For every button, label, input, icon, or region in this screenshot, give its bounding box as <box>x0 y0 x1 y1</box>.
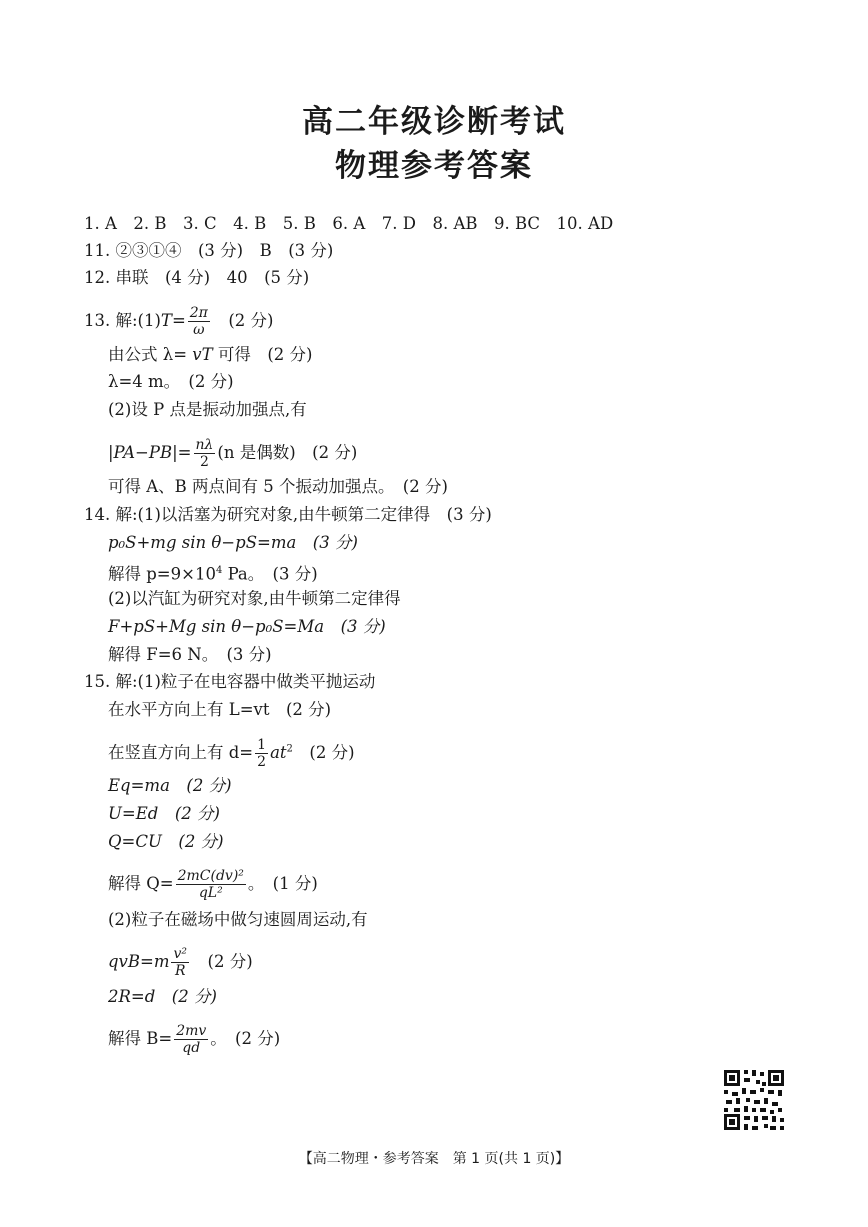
q15-fraction-field: $\frac{2mv}{qd}$ <box>176 1023 207 1056</box>
q14-line-1: 14. 解:(1)以活塞为研究对象,由牛顿第二定律得 (3 分) <box>84 505 492 524</box>
q15-line-1: 15. 解:(1)粒子在电容器中做类平抛运动 <box>84 672 376 691</box>
q13-line-1: 13. 解:(1)T= $\frac{2\pi}{\omega}$ (2 分) <box>84 305 274 338</box>
q14-line-2: p₀S+mg sin θ−pS=ma (3 分) <box>108 533 358 552</box>
q13-line-4: (2)设 P 点是振动加强点,有 <box>108 400 307 419</box>
q14-line-3: 解得 $p=9\times 10^4$ Pa。 (3 分) <box>108 564 318 584</box>
q15-line-2: 在水平方向上有 L=vt (2 分) <box>108 700 332 719</box>
answer-line-12: 12. 串联 (4 分) 40 (5 分) <box>84 268 310 287</box>
q15-fraction-centripetal: $\frac{\text{v²}}{R}$ <box>173 946 188 979</box>
q15-fraction-half: $\frac{1}{2}$ <box>257 737 267 770</box>
q15-line-9: qvB=m $\frac{\text{v²}}{R}$ (2 分) <box>108 946 253 979</box>
q15-line-4: Eq=ma (2 分) <box>108 776 232 795</box>
q15-line-8: (2)粒子在磁场中做匀速圆周运动,有 <box>108 910 368 929</box>
q13-fraction-wavelength: $\frac{n\lambda}{2}$ <box>195 437 214 470</box>
q13-line-5: |PA−PB|= $\frac{n\lambda}{2}$ (n 是偶数) (2 分) <box>108 437 358 470</box>
q15-line-7: 解得 Q= $\frac{\text{2mC(dv)²}}{\text{qL²}}$ 。 (1 分) <box>108 868 318 901</box>
q13-line-2: 由公式 λ= vT 可得 (2 分) <box>108 345 313 364</box>
q13-fraction-period: $\frac{2\pi}{\omega}$ <box>189 305 208 338</box>
q15-fraction-charge: $\frac{\text{2mC(dv)²}}{\text{qL²}}$ <box>177 868 244 901</box>
q14-line-4: (2)以汽缸为研究对象,由牛顿第二定律得 <box>108 589 401 608</box>
q15-line-5: U=Ed (2 分) <box>108 804 220 823</box>
q13-line-6: 可得 A、B 两点间有 5 个振动加强点。 (2 分) <box>108 477 448 496</box>
page-footer: 【高二物理・参考答案 第 1 页(共 1 页)】 <box>298 1151 570 1167</box>
q15-line-3: 在竖直方向上有 d= $\frac{1}{2}$ $at^2$ (2 分) <box>108 737 355 770</box>
q14-line-6: 解得 F=6 N。 (3 分) <box>108 645 272 664</box>
answers-line-1-10: 1. A 2. B 3. C 4. B 5. B 6. A 7. D 8. AB 9. BC 10. AD <box>84 214 614 233</box>
q15-line-11: 解得 B= $\frac{2mv}{qd}$ 。 (2 分) <box>108 1023 281 1056</box>
doc-title: 高二年级诊断考试 <box>302 104 566 140</box>
qr-code-icon <box>722 1068 786 1132</box>
q15-line-6: Q=CU (2 分) <box>108 832 224 851</box>
q15-line-10: 2R=d (2 分) <box>108 987 217 1006</box>
q13-line-3: λ=4 m。 (2 分) <box>108 372 234 391</box>
answer-line-11: 11. ②③①④ (3 分) B (3 分) <box>84 241 334 260</box>
q14-line-5: F+pS+Mg sin θ−p₀S=Ma (3 分) <box>108 617 386 636</box>
doc-subtitle: 物理参考答案 <box>335 148 533 184</box>
